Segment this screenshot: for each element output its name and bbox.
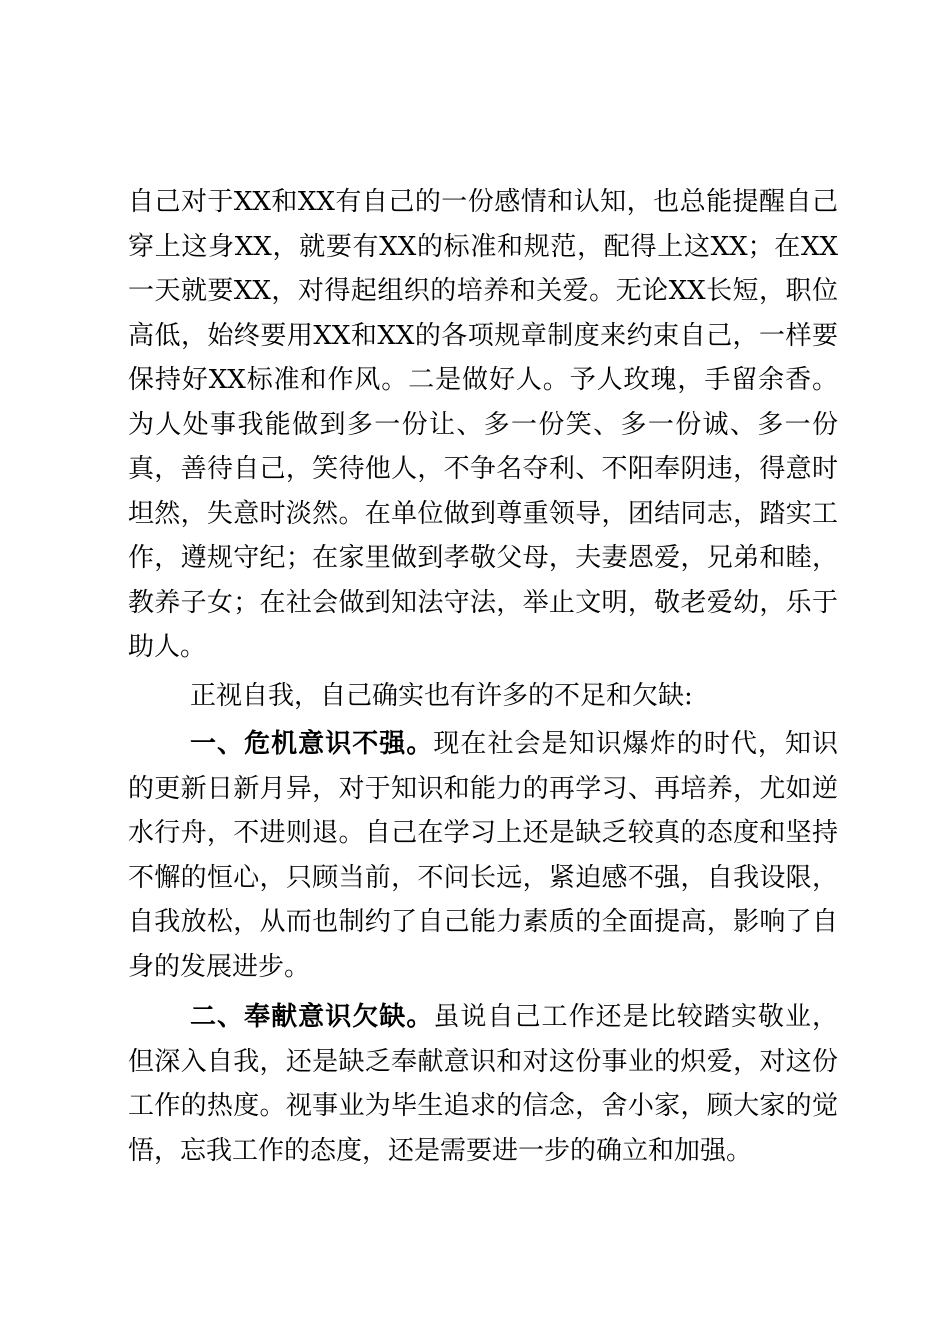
paragraph-intro-shortcomings: 正视自我，自己确实也有许多的不足和欠缺: [190, 680, 693, 711]
section-2-heading: 二、奉献意识欠缺。 [190, 1002, 434, 1032]
document-body [128, 180, 838, 1173]
paragraph-section-2 [128, 995, 838, 1173]
paragraph-continuation: 自己对于XX和XX有自己的一份感情和认知，也总能提醒自己穿上这身XX，就要有XX的标准和规范，配得上这XX；在XX一天就要XX，对得起组织的培养和关爱。无论XX长短，职位高低，始终要用XX和XX的各项规章制度来约束自己，一样要保持好XX标准和作风。二是做好人。予人玫瑰，手留余香。为人处事我能做到多一份让、多一份笑、多一份诚、多一份真，善待自己，笑待他人，不争名夺利、不阳奉阴违，得意时坦然，失意时淡然。在单位做到尊重领导，团结同志，踏实工作，遵规守纪；在家里做到孝敬父母，夫妻恩爱，兄弟和睦，教养子女；在社会做到知法守法，举止文明，敬老爱幼，乐于助人。 [128, 187, 838, 662]
section-2-body: 虽说自己工作还是比较踏实敬业，但深入自我，还是缺乏奉献意识和对这份事业的炽爱，对这份工作的热度。视事业为毕生追求的信念，舍小家，顾大家的觉悟，忘我工作的态度，还是需要进一步的确立和加强。 [128, 1002, 838, 1166]
section-1-heading: 一、危机意识不强。 [190, 729, 434, 759]
paragraph-section-1 [128, 722, 838, 989]
section-1-body: 现在社会是知识爆炸的时代，知识的更新日新月异，对于知识和能力的再学习、再培养，尤如逆水行舟，不进则退。自己在学习上还是缺乏较真的态度和坚持不懈的恒心，只顾当前，不问长远，紧迫感不强，自我设限，自我放松，从而也制约了自己能力素质的全面提高，影响了自身的发展进步。 [128, 729, 838, 982]
